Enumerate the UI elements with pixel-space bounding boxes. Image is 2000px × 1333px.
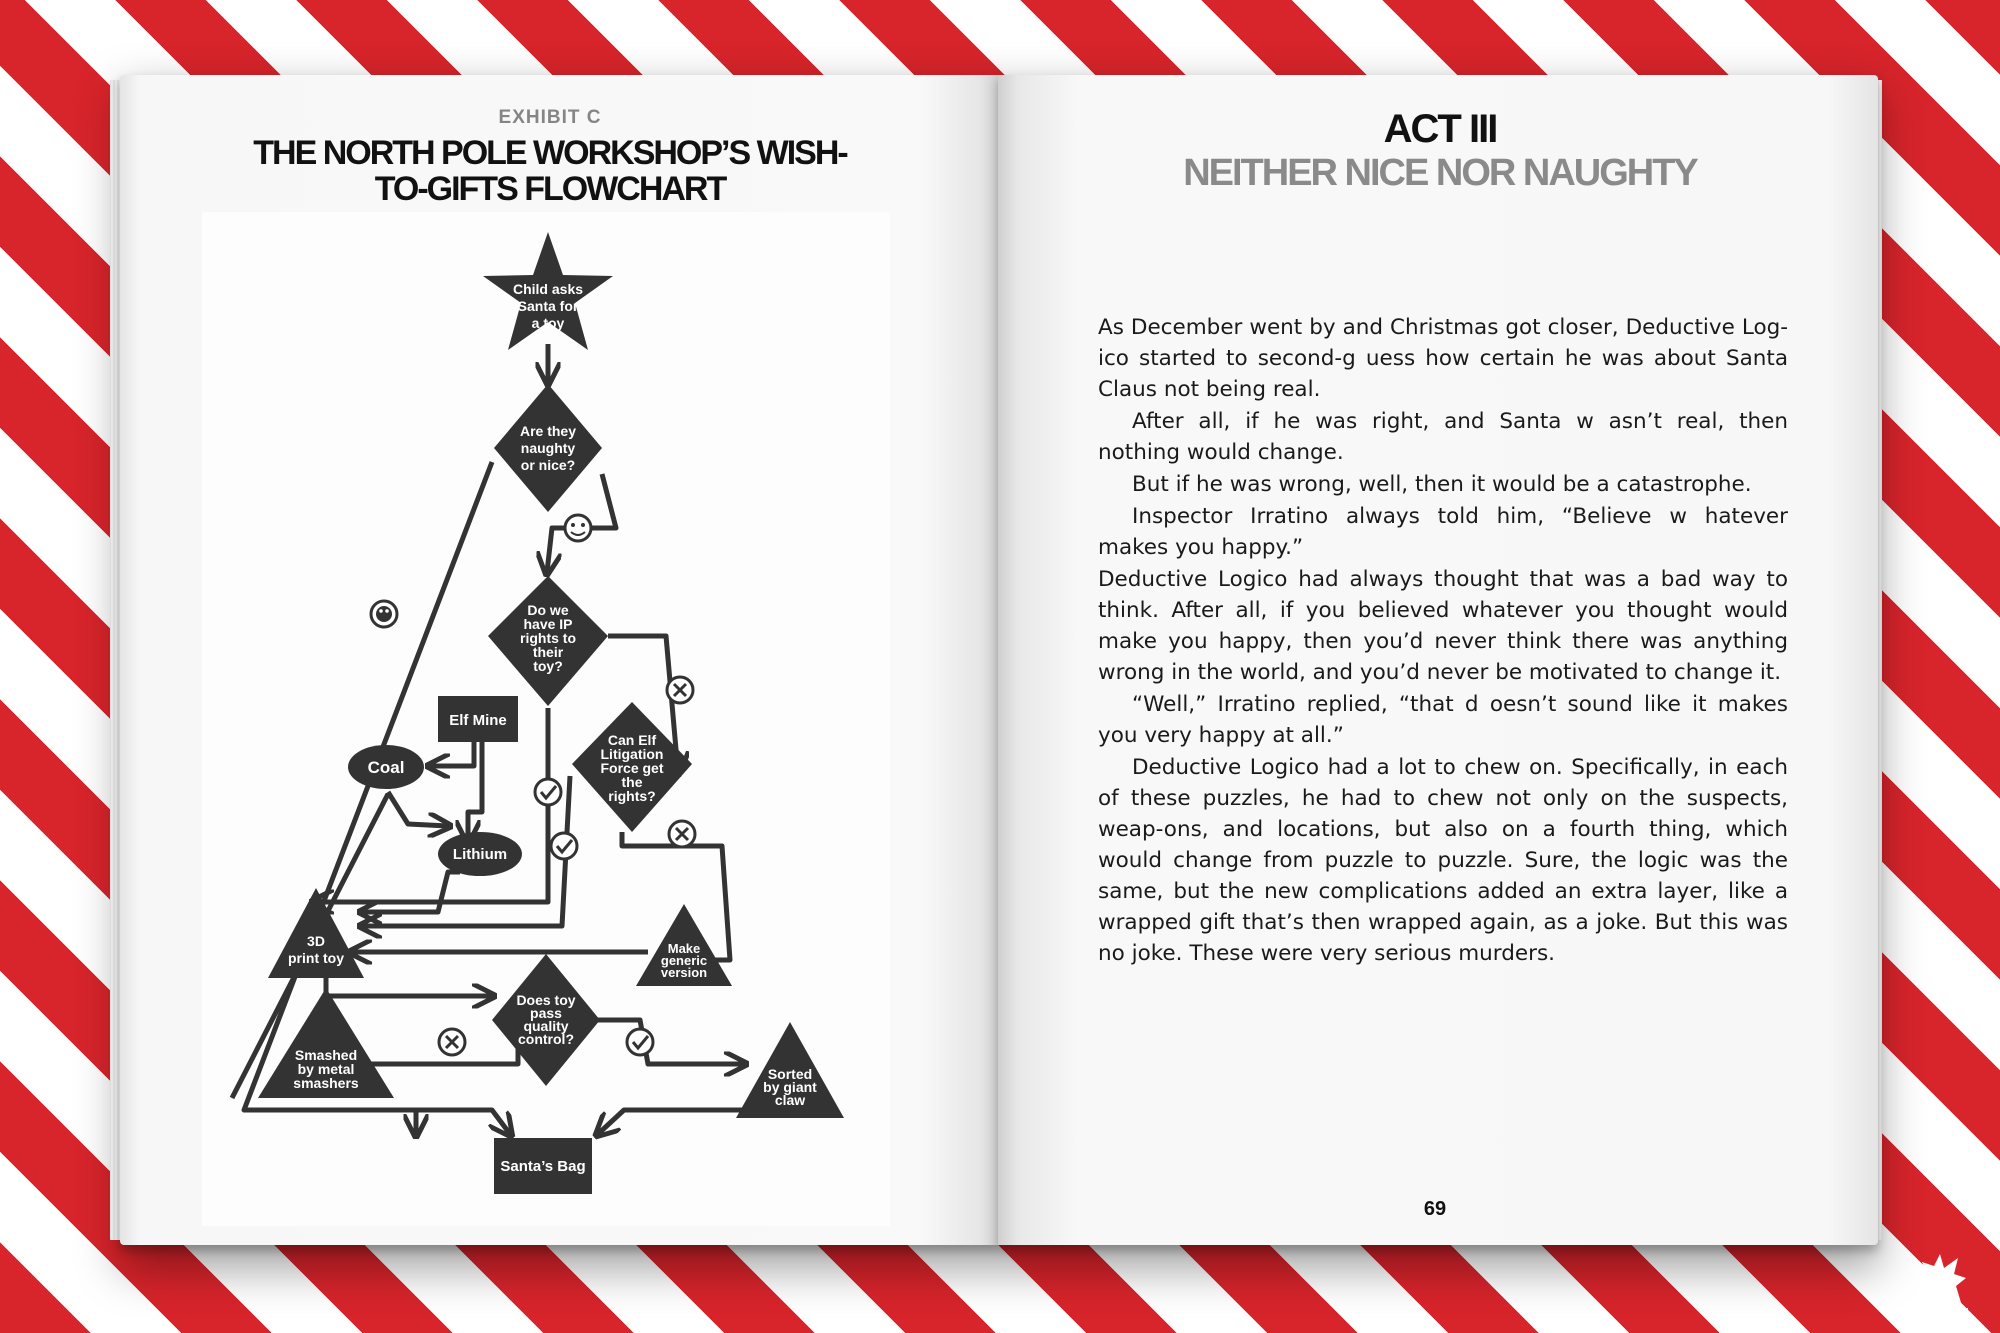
svg-text:3Dprint toy: 3D print toy <box>288 933 344 966</box>
svg-text:Coal: Coal <box>367 758 405 777</box>
svg-text:Can ElfLitigationForce getther: Can Elf Litigation Force get the rights? <box>600 732 664 804</box>
paragraph: Deductive Logico had a lot to chew on. Specifically, in each of these puzzles, he had to chew not only on the suspects, weap-ons, and locations, but also on a fourth thing, which would change from puzzle to puzzle. Sure, the logic was the same, but the new complications added an extra layer, like a wrapped gift that’s then wrapped again, as a joke. But this was no joke. These were very serious murders. <box>1098 755 1788 966</box>
svg-text:Lithium: Lithium <box>452 846 508 863</box>
paragraph: As December went by and Christmas got closer, Deductive Log-ico started to second-g uess how certain he was about Santa Claus not being real. <box>1098 315 1788 402</box>
angry-face-icon <box>371 601 397 627</box>
svg-text:Do wehave IPrights totheirtoy?: Do we have IP rights to their toy? <box>520 602 576 674</box>
svg-text:Child asksSanta fora toy: Child asks Santa for a toy <box>512 281 584 331</box>
arrow-lithium-to-print <box>362 872 460 912</box>
paragraph: Inspector Irratino always told him, “Believe w hatever makes you happy.” <box>1098 504 1788 560</box>
paragraph: After all, if he was right, and Santa w asn’t real, then nothing would change. <box>1098 409 1788 465</box>
node-coal <box>348 745 424 789</box>
check-icon <box>535 779 561 805</box>
node-lithium <box>438 832 522 876</box>
act-subtitle: NEITHER NICE NOR NAUGHTY <box>1183 152 1697 194</box>
node-santas-bag <box>494 1138 592 1194</box>
node-ip-rights <box>488 576 608 706</box>
griffin-logo <box>1904 1244 1976 1316</box>
arrow-left-to-bag <box>272 1110 510 1134</box>
x-icon <box>669 821 695 847</box>
arrow-q4-yes <box>594 1020 744 1064</box>
act-title: ACT III <box>1383 107 1497 151</box>
node-generic <box>636 904 732 986</box>
page-number: 69 <box>1423 1198 1447 1220</box>
x-icon <box>439 1029 465 1055</box>
paragraph: “Well,” Irratino replied, “that d oesn’t sound like it makes you very happy at all.” <box>1098 692 1788 748</box>
arrow-print-to-q4 <box>326 978 492 996</box>
svg-text:Sortedby giantclaw: Sorted by giant claw <box>763 1066 817 1108</box>
node-naughty-or-nice <box>494 384 602 512</box>
x-icon <box>667 677 693 703</box>
svg-text:Are theynaughtyor nice?: Are they naughty or nice? <box>519 423 577 473</box>
svg-text:Santa’s Bag: Santa’s Bag <box>500 1158 586 1175</box>
node-sorted <box>736 1022 844 1118</box>
smiley-icon <box>565 515 591 541</box>
svg-text:Elf Mine: Elf Mine <box>449 712 507 729</box>
arrow-coal-to-lithium <box>388 792 448 826</box>
node-start <box>483 232 613 350</box>
exhibit-title: THE NORTH POLE WORKSHOP’S WISH-TO-GIFTS FLOWCHART <box>253 134 847 208</box>
check-icon <box>551 833 577 859</box>
check-icon <box>627 1029 653 1055</box>
svg-text:Does toypassqualitycontrol?: Does toy pass quality control? <box>516 992 576 1047</box>
exhibit-label: EXHIBIT C <box>498 107 602 128</box>
body-text <box>1098 312 1788 970</box>
arrow-elfmine-to-coal <box>430 742 474 766</box>
node-elf-mine <box>438 696 518 742</box>
paragraph: But if he was wrong, well, then it would be a catastrophe. <box>1132 472 1752 497</box>
svg-text:Makegenericversion: Make generic version <box>660 941 708 980</box>
svg-text:Smashedby metalsmashers: Smashed by metal smashers <box>293 1047 359 1091</box>
flowchart <box>202 212 890 1226</box>
paragraph: Deductive Logico had always thought that was a bad way to think. After all, if you believed whatever you thought would make you happy, then you’d never think there was anything wrong in the world, and you’d never be motivated to change it. <box>1098 567 1788 685</box>
